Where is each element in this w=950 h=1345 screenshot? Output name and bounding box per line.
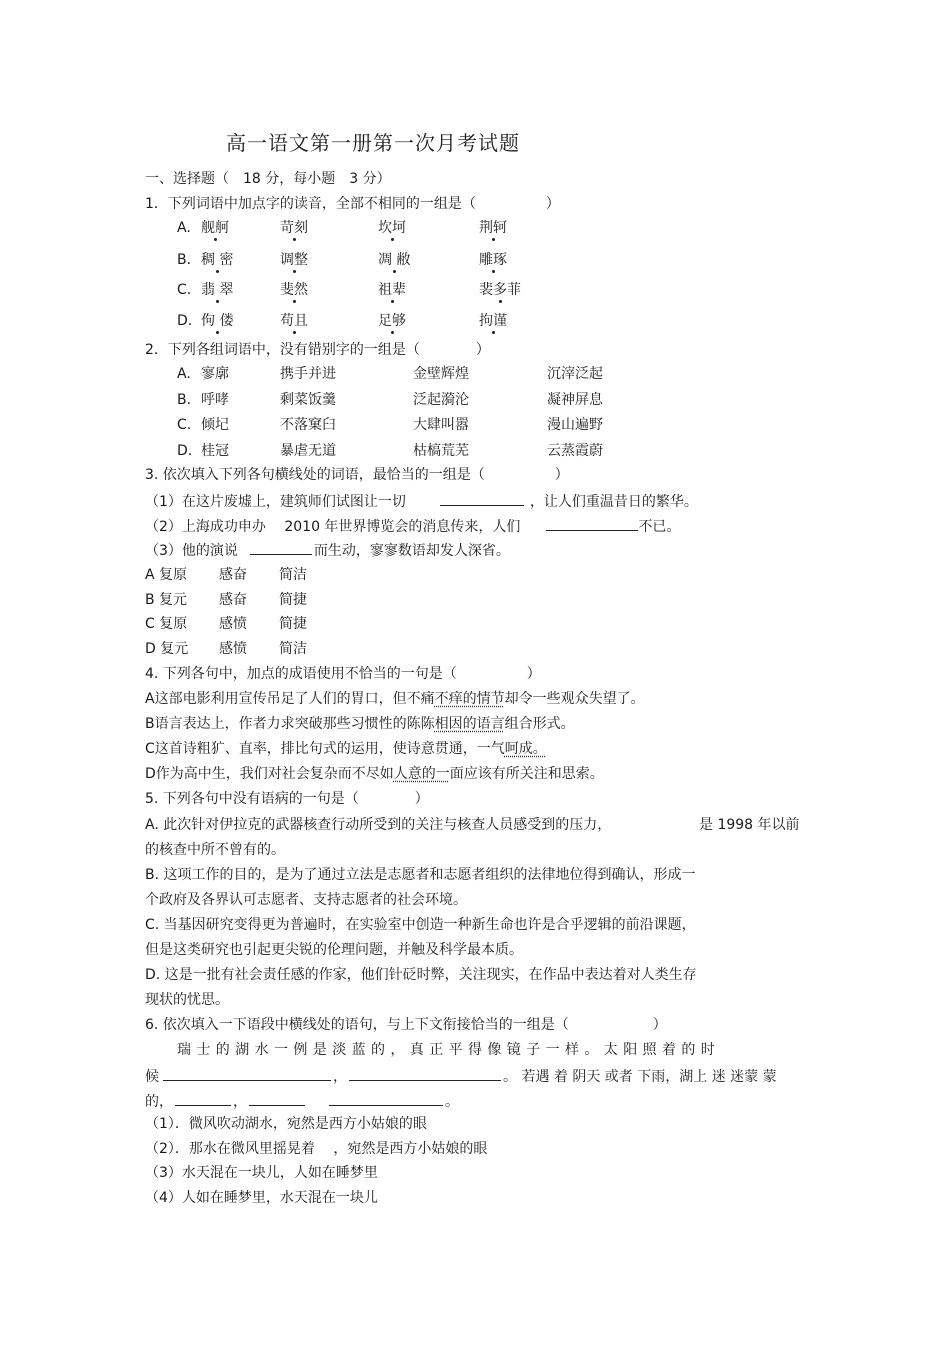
q1-a-word-4: 荆轲 [479, 220, 507, 236]
q3-opt-d: D 复元 [145, 641, 189, 657]
q2-c-word-3: 大肆叫嚣 [413, 417, 469, 433]
q3-opt-a-3: 简洁 [279, 567, 307, 583]
q2-c-word-4: 漫山遍野 [547, 417, 603, 433]
q3-sentence-1: （1）在这片废墟上，建筑师们试图让一切 ，让人们重温昔日的繁华。 [145, 491, 698, 511]
q6-passage-line-1: 瑞士的湖水一例是淡蓝的，真正平得像镜子一样。太阳照着的时 [177, 1042, 721, 1058]
q6-option-3: （3）水天混在一块儿，人如在睡梦里 [145, 1165, 378, 1181]
q3-opt-c-3: 简捷 [279, 616, 307, 632]
q3-sentence-2: （2）上海成功申办 2010 年世界博览会的消息传来，人们 不已。 [145, 516, 680, 536]
q3-sentence-3: （3）他的演说 而生动，寥寥数语却发人深省。 [145, 540, 510, 560]
q1-b-word-3: 凋 敝 [378, 252, 411, 268]
answer-blank[interactable] [349, 1066, 501, 1081]
answer-blank[interactable] [546, 516, 638, 531]
q5-option-b-line-2: 个政府及各界认可志愿者、支持志愿者的社会环境。 [145, 892, 467, 908]
q2-b-word-2: 剩菜饭羹 [280, 392, 336, 408]
q2-a-label: A. [177, 366, 191, 382]
q1-b-word-4: 雕琢 [479, 252, 507, 268]
q1-stem: 1．下列词语中加点字的读音，全部不相同的一组是（ ） [145, 196, 560, 212]
q4-option-c: C这首诗粗犷、直率，排比句式的运用，使诗意贯通，一气呵成。 [145, 741, 547, 757]
q6-passage-line-2: 候 ， 。 若遇 着 阴天 或者 下雨，湖上 迷 迷蒙 蒙 [145, 1066, 777, 1086]
answer-blank[interactable] [329, 1091, 443, 1106]
q6-option-4: （4）人如在睡梦里，水天混在一块儿 [145, 1190, 378, 1206]
q3-stem: 3. 依次填入下列各句横线处的词语，最恰当的一组是（ ） [145, 467, 569, 483]
q5-option-d-line-1: D. 这是一批有社会责任感的作家，他们针砭时弊，关注现实，在作品中表达着对人类生存 [145, 967, 697, 983]
q5-option-a-line-1: A. 此次针对伊拉克的武器核查行动所受到的关注与核查人员感受到的压力， [145, 817, 612, 833]
q6-stem: 6. 依次填入一下语段中横线处的语句，与上下文衔接恰当的一组是（ ） [145, 1017, 667, 1033]
section-heading: 一、选择题（ 18 分，每小题 3 分） [145, 171, 391, 187]
q2-d-word-2: 暴虐无道 [280, 443, 336, 459]
page-title: 高一语文第一册第一次月考试题 [226, 131, 520, 155]
q6-passage-line-3: 的， ， 。 [145, 1091, 459, 1111]
q1-d-label: D. [177, 313, 193, 329]
q1-d-word-2: 苟且 [280, 313, 308, 329]
q1-b-word-1: 稠 密 [201, 252, 234, 268]
answer-blank[interactable] [163, 1066, 331, 1081]
q6-option-2: （2）．那水在微风里摇晃着 ，宛然是西方小姑娘的眼 [145, 1141, 488, 1157]
q1-a-word-2: 苛刻 [280, 220, 308, 236]
q4-stem: 4. 下列各句中，加点的成语使用不恰当的一句是（ ） [145, 666, 541, 682]
q5-stem: 5. 下列各句中没有语病的一句是（ ） [145, 791, 429, 807]
q1-b-word-2: 调整 [280, 252, 308, 268]
q2-d-label: D. [177, 443, 193, 459]
q4-option-d: D作为高中生，我们对社会复杂而不尽如人意的一面应该有所关注和思索。 [145, 766, 604, 782]
q2-c-word-2: 不落窠臼 [280, 417, 336, 433]
q2-a-word-4: 沉滓泛起 [547, 366, 603, 382]
q5-option-c-line-1: C. 当基因研究变得更为普遍时，在实验室中创造一种新生命也许是合乎逻辑的前沿课题， [145, 917, 696, 933]
q1-c-word-4: 裴多菲 [479, 282, 521, 298]
q4-option-b: B语言表达上，作者力求突破那些习惯性的陈陈相因的语言组合形式。 [145, 716, 575, 732]
q1-c-word-2: 斐然 [280, 282, 308, 298]
q5-option-c-line-2: 但是这类研究也引起更尖锐的伦理问题，并触及科学最本质。 [145, 942, 523, 958]
q2-b-word-1: 呼哮 [201, 392, 229, 408]
q3-opt-c: C 复原 [145, 616, 188, 632]
q5-option-d-line-2: 现状的忧思。 [145, 992, 229, 1008]
q2-a-word-1: 寥廓 [201, 366, 229, 382]
q1-a-label: A. [177, 220, 191, 236]
q1-c-label: C. [177, 282, 192, 298]
q2-c-label: C. [177, 417, 192, 433]
q5-option-a-line-1-end: 是 1998 年以前 [699, 817, 800, 833]
q1-c-word-3: 祖辈 [378, 282, 406, 298]
q2-a-word-3: 金壁辉煌 [413, 366, 469, 382]
q2-d-word-1: 桂冠 [201, 443, 229, 459]
q1-a-word-3: 坎坷 [378, 220, 406, 236]
q5-option-a-line-2: 的核查中所不曾有的。 [145, 842, 285, 858]
answer-blank[interactable] [249, 1091, 305, 1106]
q5-option-b-line-1: B. 这项工作的目的，是为了通过立法是志愿者和志愿者组织的法律地位得到确认，形成一 [145, 867, 696, 883]
q4-option-a: A这部电影利用宣传吊足了人们的胃口，但不痛不痒的情节却令一些观众失望了。 [145, 691, 645, 707]
q3-opt-a-2: 感奋 [219, 567, 247, 583]
q2-c-word-1: 倾圮 [201, 417, 229, 433]
q3-opt-a: A 复原 [145, 567, 188, 583]
q2-b-word-4: 凝神屏息 [547, 392, 603, 408]
q2-stem: 2．下列各组词语中，没有错别字的一组是（ ） [145, 342, 490, 358]
q3-opt-c-2: 感愤 [219, 616, 247, 632]
q2-a-word-2: 携手并进 [280, 366, 336, 382]
answer-blank[interactable] [440, 491, 524, 506]
q2-b-word-3: 泛起漪沦 [413, 392, 469, 408]
q6-option-1: （1）．微风吹动湖水，宛然是西方小姑娘的眼 [145, 1116, 427, 1132]
q2-b-label: B. [177, 392, 192, 408]
q1-b-label: B. [177, 252, 192, 268]
q1-d-word-3: 足够 [378, 313, 406, 329]
q2-d-word-4: 云蒸霞蔚 [547, 443, 603, 459]
answer-blank[interactable] [250, 540, 312, 555]
q1-d-word-1: 佝 偻 [201, 313, 234, 329]
q3-opt-b-2: 感奋 [219, 592, 247, 608]
answer-blank[interactable] [175, 1091, 231, 1106]
q1-d-word-4: 拘谨 [479, 313, 507, 329]
q1-c-word-1: 翡 翠 [201, 282, 234, 298]
q3-opt-d-2: 感愤 [219, 641, 247, 657]
q3-opt-d-3: 简洁 [279, 641, 307, 657]
q2-d-word-3: 枯槁荒芜 [413, 443, 469, 459]
q3-opt-b-3: 简捷 [279, 592, 307, 608]
q1-a-word-1: 舰舸 [201, 220, 229, 236]
q3-opt-b: B 复元 [145, 592, 188, 608]
